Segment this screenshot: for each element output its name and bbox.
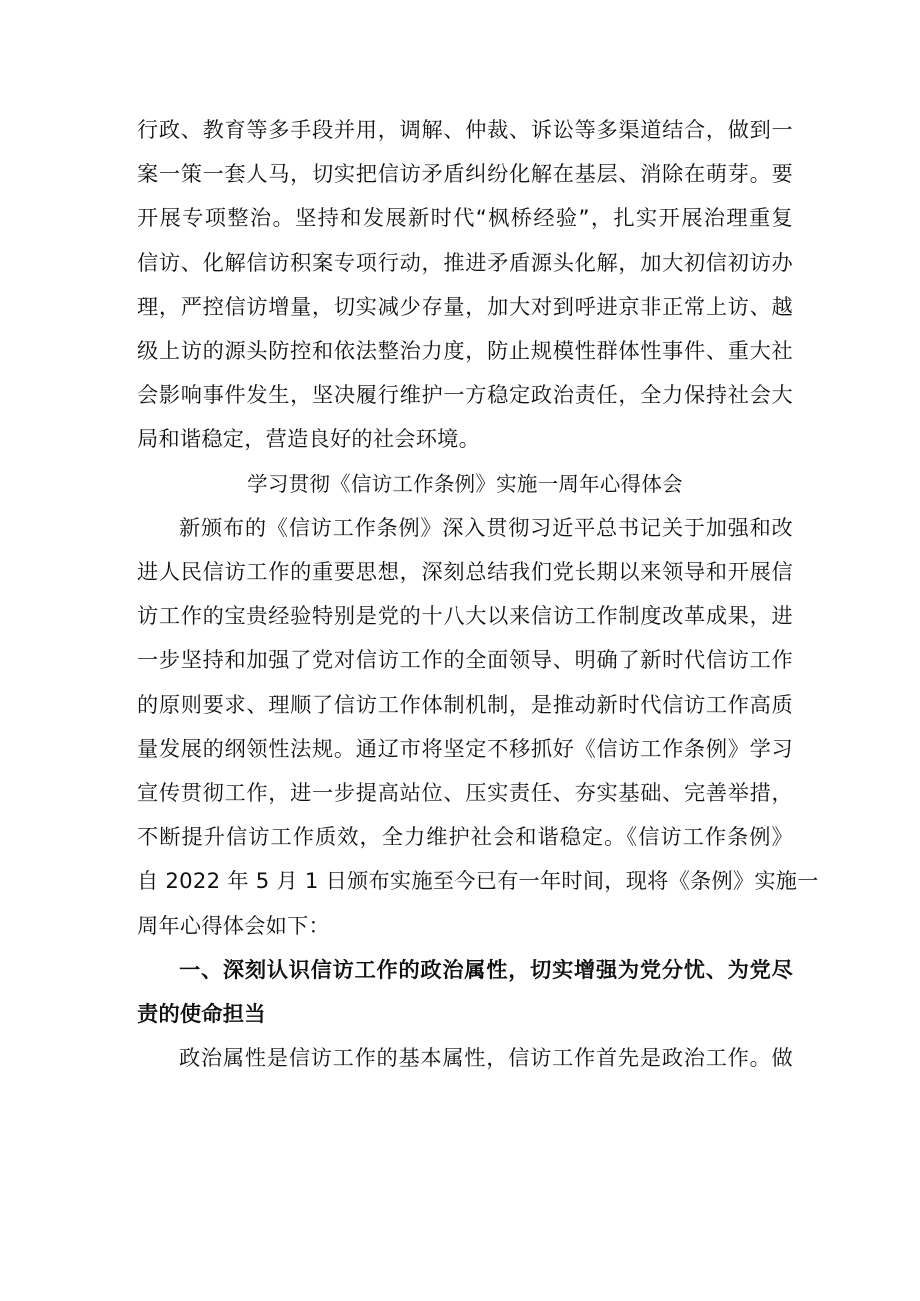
text-line: 进人民信访工作的重要思想，深刻总结我们党长期以来领导和开展信 [137, 559, 793, 585]
text-line: 周年心得体会如下： [137, 912, 330, 938]
text-line: 量发展的纲领性法规。通辽市将坚定不移抓好《信访工作条例》学习 [137, 735, 793, 761]
section-heading [137, 948, 793, 1036]
text-line: 政治属性是信访工作的基本属性，信访工作首先是政治工作。做 [179, 1045, 793, 1071]
text-line: 访工作的宝贵经验特别是党的十八大以来信访工作制度改革成果，进 [137, 603, 793, 629]
text-line: 级上访的源头防控和依法整治力度，防止规模性群体性事件、重大社 [137, 338, 793, 364]
text-line: 开展专项整治。坚持和发展新时代“枫桥经验”，扎实开展治理重复 [137, 205, 793, 231]
text-line: 会影响事件发生，坚决履行维护一方稳定政治责任，全力保持社会大 [137, 382, 793, 408]
text-line: 新颁布的《信访工作条例》深入贯彻习近平总书记关于加强和改 [179, 514, 793, 540]
text-line: 理，严控信访增量，切实减少存量，加大对到呼进京非正常上访、越 [137, 293, 793, 319]
text-line: 一步坚持和加强了党对信访工作的全面领导、明确了新时代信访工作 [137, 647, 793, 673]
text-line: 宣传贯彻工作，进一步提高站位、压实责任、夯实基础、完善举措， [137, 780, 793, 806]
text-line: 信访、化解信访积案专项行动，推进矛盾源头化解，加大初信初访办 [137, 249, 793, 275]
heading-line: 一、深刻认识信访工作的政治属性，切实增强为党分忧、为党尽 [179, 956, 793, 982]
intro-paragraph [137, 506, 819, 948]
heading-line: 责的使命担当 [137, 1001, 266, 1027]
article-title: 学习贯彻《信访工作条例》实施一周年心得体会 [247, 471, 683, 496]
text-line: 行政、教育等多手段并用，调解、仲裁、诉讼等多渠道结合，做到一 [137, 117, 793, 142]
section-paragraph [137, 1036, 793, 1080]
text-line: 的原则要求、理顺了信访工作体制机制，是推动新时代信访工作高质 [137, 691, 793, 717]
text-line: 案一策一套人马，切实把信访矛盾纠纷化解在基层、消除在萌芽。要 [137, 161, 793, 187]
text-line: 不断提升信访工作质效，全力维护社会和谐稳定。《信访工作条例》 [137, 824, 793, 850]
continued-paragraph [137, 108, 793, 462]
text-line: 自 2022 年 5 月 1 日颁布实施至今已有一年时间，现将《条例》实施一 [137, 868, 819, 894]
document-page [137, 108, 819, 1080]
text-line: 局和谐稳定，营造良好的社会环境。 [137, 426, 481, 452]
